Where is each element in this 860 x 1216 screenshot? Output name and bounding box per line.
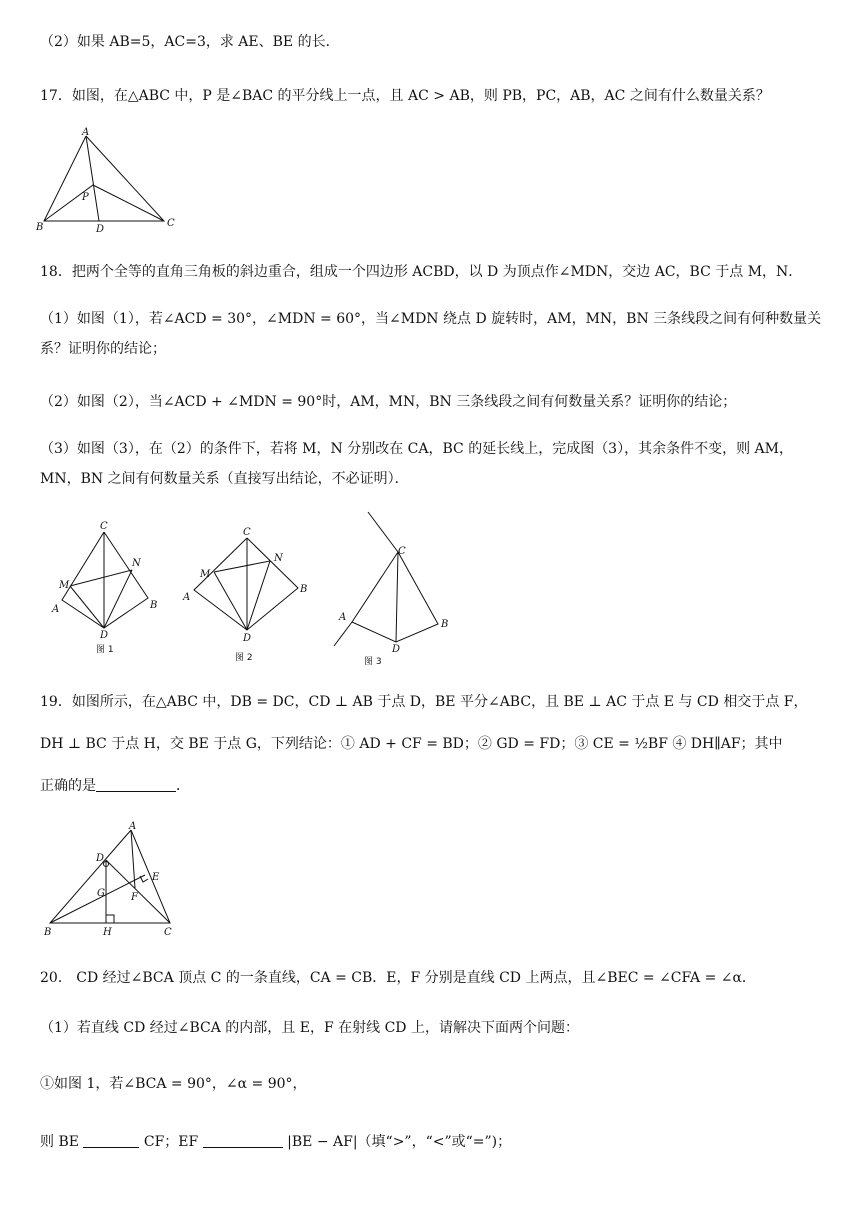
q17-label-c: C [167, 218, 175, 229]
q18f3-label-b: B [441, 619, 449, 630]
q18f1-label-n: N [132, 558, 141, 569]
q19-line-2: DH ⊥ BC 于点 H，交 BE 于点 G，下列结论：① AD + CF = BD；② GD = FD；③ CE = ½BF ④ DH∥AF；其中 [40, 736, 783, 752]
q18-figure-3 [328, 510, 468, 670]
q20-part1: （1）若直线 CD 经过∠BCA 的内部，且 E，F 在射线 CD 上，请解决下面两个问题： [40, 1020, 579, 1036]
q20-last-line [40, 1132, 830, 1152]
q19-line-1: 19．如图所示，在△ABC 中，DB = DC，CD ⊥ AB 于点 D，BE 平分∠ABC，且 BE ⊥ AC 于点 E 与 CD 相交于点 F， [40, 694, 808, 710]
q19-answer-blank[interactable] [96, 777, 176, 792]
q19-label-a: A [129, 821, 137, 832]
q18-part3: （3）如图（3），在（2）的条件下，若将 M，N 分别改在 CA，BC 的延长线上，完成图（3），其余条件不变，则 AM，MN，BN 之间有何数量关系（直接写出结论，不必证明）． [40, 441, 793, 487]
q18f2-label-b: B [300, 584, 308, 595]
q16-part2: （2）如果 AB=5，AC=3，求 AE、BE 的长． [40, 34, 340, 50]
q18f3-label-a: A [339, 612, 347, 623]
q18f3-label-d: D [392, 644, 401, 655]
q18f2-label-d: D [243, 633, 252, 644]
q18f1-caption: 图 1 [96, 645, 114, 655]
q18f2-label-n: N [274, 553, 283, 564]
q19-label-g: G [97, 888, 105, 899]
q19-label-b: B [44, 927, 52, 938]
q18-figure-1 [40, 520, 180, 660]
q20-blank-2[interactable] [203, 1133, 283, 1148]
q18f1-label-m: M [59, 580, 70, 591]
q18-text: 18．把两个全等的直角三角板的斜边重合，组成一个四边形 ACBD，以 D 为顶点作∠MDN，交边 AC，BC 于点 M，N． [40, 264, 803, 280]
q20-text: 20． CD 经过∠BCA 顶点 C 的一条直线，CA = CB．E，F 分别是直线 CD 上两点，且∠BEC = ∠CFA = ∠α． [40, 970, 756, 986]
q17-text: 17．如图，在△ABC 中，P 是∠BAC 的平分线上一点，且 AC > AB，则 PB，PC，AB，AC 之间有什么数量关系？ [40, 88, 770, 104]
q18-figure-2 [180, 520, 320, 665]
q18-part2: （2）如图（2），当∠ACD + ∠MDN = 90°时，AM，MN，BN 三条线段之间有何数量关系？证明你的结论； [40, 394, 737, 410]
q18f3-caption: 图 3 [364, 657, 382, 667]
q18f1-label-d: D [100, 630, 109, 641]
q19-label-d: D [96, 853, 105, 864]
q20-cf-ef-label: CF；EF [143, 1134, 199, 1150]
q20-abs-label: |BE − AF|（填“>”，“<”或“=”)； [287, 1134, 512, 1150]
q17-label-p: P [82, 192, 89, 203]
q18f1-label-c: C [100, 521, 108, 532]
q20-be-label: 则 BE [40, 1134, 79, 1150]
q17-label-a: A [82, 127, 90, 138]
q18f2-label-c: C [243, 527, 251, 538]
q19-line-3 [40, 776, 830, 796]
q18f2-label-m: M [200, 569, 211, 580]
q18f1-label-a: A [52, 604, 60, 615]
q19-figure [40, 820, 190, 945]
q19-label-h: H [103, 927, 112, 938]
q20-part1-a: ①如图 1，若∠BCA = 90°，∠α = 90°， [40, 1076, 307, 1092]
q17-figure [30, 124, 190, 236]
q17-label-d: D [96, 224, 105, 235]
q17-label-b: B [36, 222, 44, 233]
q18f2-label-a: A [183, 592, 191, 603]
q18f2-caption: 图 2 [235, 653, 253, 663]
q18f1-label-b: B [150, 600, 158, 611]
q19-label-e: E [152, 872, 160, 883]
q20-blank-1[interactable] [83, 1133, 139, 1148]
q18f3-label-c: C [398, 546, 406, 557]
q19-correct-label: 正确的是 [40, 778, 96, 794]
q19-label-c: C [164, 927, 172, 938]
q18-part1: （1）如图（1），若∠ACD = 30°，∠MDN = 60°，当∠MDN 绕点 D 旋转时，AM，MN，BN 三条线段之间有何种数量关系？证明你的结论； [40, 311, 822, 357]
q19-label-f: F [131, 892, 138, 903]
q19-period: ． [176, 778, 190, 794]
